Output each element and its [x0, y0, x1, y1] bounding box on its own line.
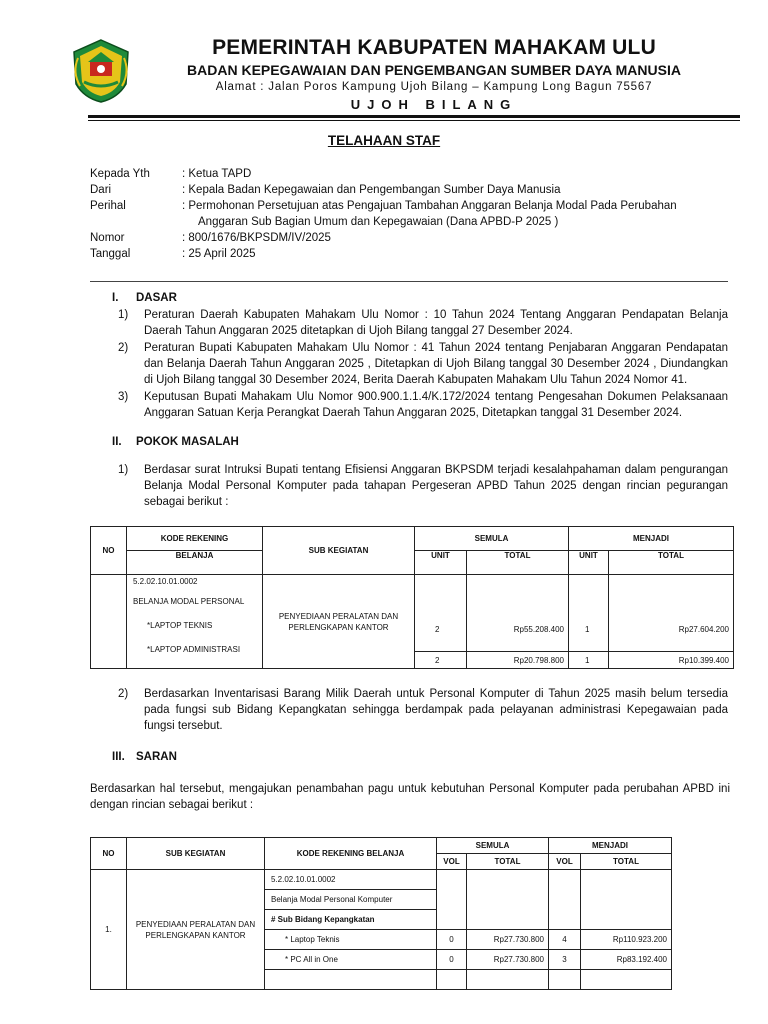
section-number: I. [112, 292, 119, 304]
kode-rekening: 5.2.02.10.01.0002 [133, 577, 198, 586]
vol-value: 0 [437, 930, 467, 950]
list-text: Berdasarkan Inventarisasi Barang Milik Daerah untuk Personal Komputer di Tahun 2025 masih belum tersedia pada fungsi sub Bidang Kepangkatan sehingga berdampak pada pelayanan administrasi Kepegawaian pada fungsi tersebut. [144, 688, 728, 732]
meta-label: Dari [90, 184, 112, 196]
col-header: KODE REKENING [127, 527, 263, 551]
meta-label: Kepada Yth [90, 168, 150, 180]
agency-address: Alamat : Jalan Poros Kampung Ujoh Bilang – Kampung Long Bagun 75567 [215, 81, 653, 93]
list-item [118, 389, 728, 421]
item-label: *LAPTOP TEKNIS [147, 621, 213, 630]
meta-row [90, 182, 722, 198]
saran-paragraph: Berdasarkan hal tersebut, mengajukan penambahan pagu untuk kebutuhan Personal Komputer pada perubahan APBD ini dengan rincian sebagai berikut : [90, 783, 730, 811]
total-value: Rp110.923.200 [581, 930, 672, 950]
sub-kegiatan: PENYEDIAAN PERALATAN DAN PERLENGKAPAN KANTOR [135, 919, 256, 940]
col-header: KODE REKENING BELANJA [265, 838, 437, 870]
list-item [118, 686, 728, 734]
total-value: Rp10.399.400 [609, 651, 733, 666]
table-cell [415, 575, 467, 669]
section-title: SARAN [136, 751, 177, 763]
col-header: NO [91, 838, 127, 870]
meta-row [90, 246, 722, 262]
list-text: Peraturan Bupati Kabupaten Mahakam Ulu Nomor : 41 Tahun 2024 tentang Penjabaran Anggaran Pendapatan dan Belanja Daerah Tahun Anggaran 2025 , Ditetapkan di Ujoh Bilang tanggal 30 Desember 2024 , Diundangkan di Ujoh Bilang tanggal 30 Desember 2024, Berita Daerah Kabupaten Mahakam Ulu Tahun 2024 Nomor 41. [144, 342, 728, 386]
list-number: 3) [118, 391, 129, 403]
table-cell [609, 575, 734, 669]
list-number: 2) [118, 688, 129, 700]
letter-meta [90, 166, 722, 262]
meta-label: Perihal [90, 200, 126, 212]
document-title: TELAHAAN STAF [327, 133, 441, 148]
table-cell [437, 870, 467, 930]
section-title: DASAR [136, 292, 177, 304]
list-number: 1) [118, 309, 129, 321]
belanja-label: BELANJA MODAL PERSONAL [133, 597, 245, 606]
item-label: * PC All in One [265, 950, 437, 970]
col-header: MENJADI [549, 838, 672, 854]
total-value: Rp55.208.400 [513, 625, 564, 634]
meta-label: Nomor [90, 232, 125, 244]
total-value: Rp27.730.800 [467, 930, 549, 950]
unit-value: 1 [569, 651, 608, 666]
vol-value: 3 [549, 950, 581, 970]
item-label: *LAPTOP ADMINISTRASI [147, 645, 241, 654]
meta-value: : Ketua TAPD [182, 168, 252, 180]
col-header: SEMULA [415, 527, 569, 551]
col-header: TOTAL [609, 551, 734, 575]
letterhead [0, 0, 768, 125]
meta-value: : Kepala Badan Kepegawaian dan Pengembangan Sumber Daya Manusia [182, 184, 561, 196]
table-cell-sub [127, 870, 265, 990]
table-cell [581, 970, 672, 990]
meta-separator [90, 281, 728, 282]
city-name: UJOH BILANG [350, 97, 518, 112]
vol-value: 0 [437, 950, 467, 970]
reduction-table [90, 526, 734, 669]
item-label: * Laptop Teknis [265, 930, 437, 950]
regency-emblem-icon [70, 38, 132, 104]
col-header: VOL [437, 854, 467, 870]
col-header: UNIT [569, 551, 609, 575]
kode-rekening: 5.2.02.10.01.0002 [265, 870, 437, 890]
col-header: MENJADI [569, 527, 734, 551]
meta-continuation: Anggaran Sub Bagian Umum dan Kepegawaian (Dana APBD-P 2025 ) [198, 216, 559, 228]
table-cell [265, 970, 437, 990]
meta-value: : Permohonan Persetujuan atas Pengajuan Tambahan Anggaran Belanja Modal Pada Perubahan [182, 200, 677, 212]
meta-label: Tanggal [90, 248, 131, 260]
total-value: Rp27.604.200 [678, 625, 729, 634]
section-title: POKOK MASALAH [136, 436, 239, 448]
table-cell [467, 970, 549, 990]
col-header: SUB KEGIATAN [127, 838, 265, 870]
list-text: Berdasar surat Intruksi Bupati tentang Efisiensi Anggaran BKPSDM terjadi kesalahpahaman dalam pengurangan Belanja Modal Personal Komputer pada tahapan Pergeseran APBD Tahun 2025 dengan rincian pegurangan sebagai berikut : [144, 464, 728, 508]
list-number: 2) [118, 342, 129, 354]
table-cell-no: 1. [91, 870, 127, 990]
list-number: 1) [118, 464, 129, 476]
unit-value: 1 [585, 625, 590, 634]
belanja-label: Belanja Modal Personal Komputer [265, 890, 437, 910]
col-header: VOL [549, 854, 581, 870]
government-title: PEMERINTAH KABUPATEN MAHAKAM ULU [212, 36, 656, 59]
list-item [118, 462, 728, 510]
section-heading-saran [112, 751, 177, 763]
total-value: Rp20.798.800 [467, 651, 568, 666]
col-header: TOTAL [467, 854, 549, 870]
table-cell [549, 970, 581, 990]
vol-value: 4 [549, 930, 581, 950]
header-rule-thick [88, 115, 740, 118]
meta-value: : 25 April 2025 [182, 248, 256, 260]
col-header: SUB KEGIATAN [263, 527, 415, 575]
meta-row [90, 166, 722, 182]
section-number: III. [112, 751, 125, 763]
unit-value: 2 [415, 651, 466, 666]
unit-value: 2 [435, 625, 440, 634]
total-value: Rp27.730.800 [467, 950, 549, 970]
table-cell [263, 575, 415, 669]
dasar-list [118, 307, 728, 422]
table-cell [569, 575, 609, 669]
col-header: BELANJA [127, 551, 263, 575]
col-header: TOTAL [467, 551, 569, 575]
meta-value: : 800/1676/BKPSDM/IV/2025 [182, 232, 331, 244]
bidang-label: # Sub Bidang Kepangkatan [265, 910, 437, 930]
col-header: NO [91, 527, 127, 575]
header-rule-thin [88, 120, 740, 121]
agency-name: BADAN KEPEGAWAIAN DAN PENGEMBANGAN SUMBER DAYA MANUSIA [187, 62, 681, 78]
table-cell [467, 575, 569, 669]
col-header: TOTAL [581, 854, 672, 870]
list-item [118, 307, 728, 339]
pokok-list-1 [118, 462, 728, 511]
proposal-table [90, 837, 672, 990]
table-cell [91, 575, 127, 669]
section-heading-dasar [112, 292, 177, 304]
section-heading-pokok [112, 436, 239, 448]
meta-row [90, 230, 722, 246]
sub-kegiatan: PENYEDIAAN PERALATAN DAN PERLENGKAPAN KANTOR [278, 611, 399, 632]
col-header: UNIT [415, 551, 467, 575]
col-header: SEMULA [437, 838, 549, 854]
pokok-list-2 [118, 686, 728, 735]
table-cell [581, 870, 672, 930]
table-cell [467, 870, 549, 930]
table-cell [127, 575, 263, 669]
list-item [118, 340, 728, 388]
list-text: Keputusan Bupati Mahakam Ulu Nomor 900.900.1.1.4/K.172/2024 tentang Pengesahan Dokumen Pelaksanaan Anggaran Satuan Kerja Perangkat Daerah Tahun Anggaran 2025, Ditetapkan tanggal 31 Desember 2024. [144, 391, 728, 419]
list-text: Peraturan Daerah Kabupaten Mahakam Ulu Nomor : 10 Tahun 2024 Tentang Anggaran Pendapatan Belanja Daerah Tahun Anggaran 2025 ditetapkan di Ujoh Bilang tanggal 27 Desember 2024. [144, 309, 728, 337]
total-value: Rp83.192.400 [581, 950, 672, 970]
section-number: II. [112, 436, 122, 448]
table-cell [549, 870, 581, 930]
table-cell [437, 970, 467, 990]
meta-row [90, 198, 722, 214]
